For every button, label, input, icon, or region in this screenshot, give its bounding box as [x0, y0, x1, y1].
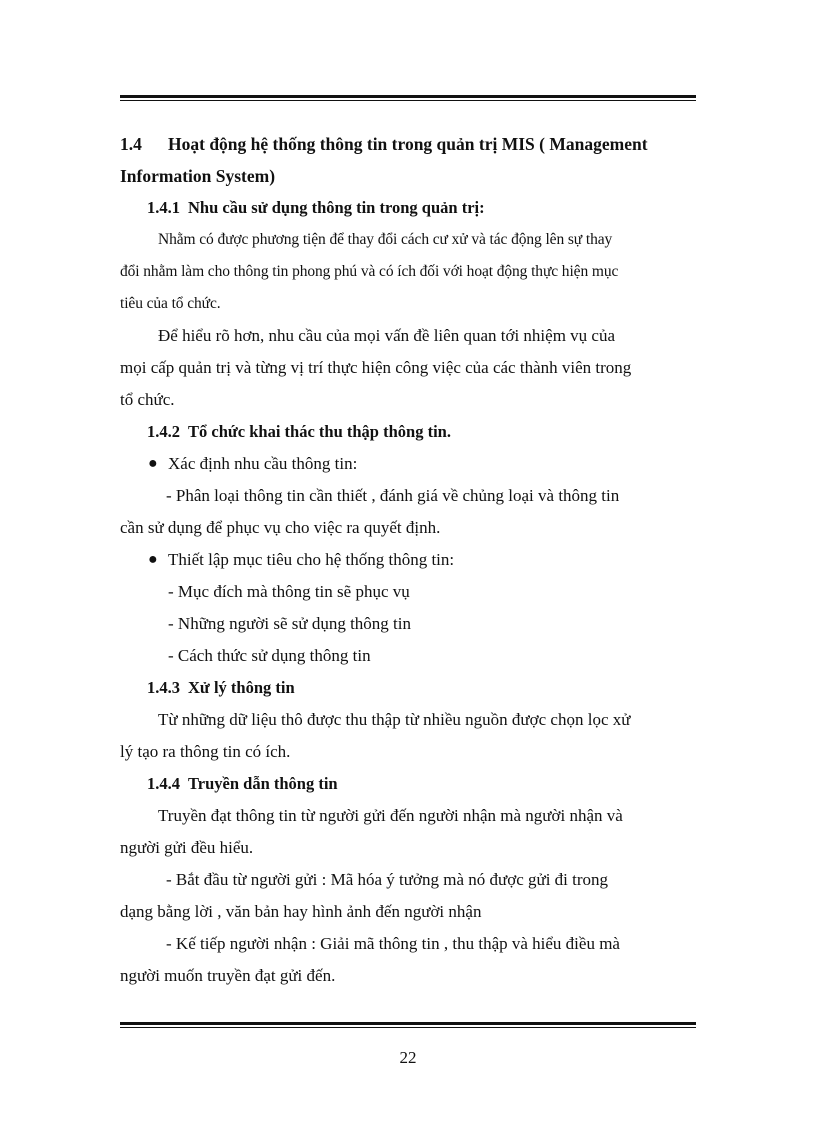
footer-rule [120, 1022, 696, 1028]
subsection-title: Truyền dẫn thông tin [188, 774, 338, 793]
subsection-title: Xử lý thông tin [188, 678, 295, 697]
dash-item: - Phân loại thông tin cần thiết , đánh giá về chủng loại và thông tin [166, 486, 620, 505]
subsection-heading-142 [120, 416, 696, 448]
paragraph-line: Từ những dữ liệu thô được thu thập từ nhiều nguồn được chọn lọc xử [158, 710, 631, 729]
page-number: 22 [399, 1048, 417, 1067]
section-title-line1: Hoạt động hệ thống thông tin trong quản trị MIS ( Management [168, 134, 648, 154]
paragraph-line: người muốn truyền đạt gửi đến. [120, 966, 336, 985]
paragraph-line: Nhằm có được phương tiện để thay đổi cách cư xử và tác động lên sự thay [158, 231, 613, 248]
dash-item: - Mục đích mà thông tin sẽ phục vụ [168, 582, 410, 601]
bullet-item [120, 544, 696, 576]
dash-item: - Kế tiếp người nhận : Giải mã thông tin , thu thập và hiểu điều mà [166, 934, 620, 953]
paragraph-line: tổ chức. [120, 390, 175, 409]
header-rule [120, 95, 696, 101]
paragraph-line: Truyền đạt thông tin từ người gửi đến người nhận mà người nhận và [158, 806, 623, 825]
bullet-text: Xác định nhu cầu thông tin: [168, 454, 358, 473]
subsection-heading-144 [120, 768, 696, 800]
bullet-text: Thiết lập mục tiêu cho hệ thống thông tin: [168, 550, 455, 569]
subsection-number: 1.4.2 [147, 422, 180, 441]
subsection-heading-141 [120, 192, 696, 224]
dash-item: - Những người sẽ sử dụng thông tin [168, 614, 411, 633]
bullet-dot-icon: ● [148, 551, 158, 568]
bullet-item [120, 448, 696, 480]
paragraph-line: dạng bằng lời , văn bản hay hình ảnh đến người nhận [120, 902, 482, 921]
page-content [120, 128, 696, 992]
paragraph-line: tiêu của tổ chức. [120, 295, 221, 312]
subsection-number: 1.4.4 [147, 774, 180, 793]
paragraph-line: mọi cấp quản trị và từng vị trí thực hiện công việc của các thành viên trong [120, 358, 632, 377]
paragraph-line: đổi nhằm làm cho thông tin phong phú và có ích đối với hoạt động thực hiện mục [120, 263, 619, 280]
subsection-title: Nhu cầu sử dụng thông tin trong quản trị: [188, 198, 485, 217]
subsection-title: Tổ chức khai thác thu thập thông tin. [188, 422, 451, 441]
paragraph-line: cần sử dụng để phục vụ cho việc ra quyết định. [120, 518, 441, 537]
paragraph-line: lý tạo ra thông tin có ích. [120, 742, 291, 761]
section-title-line2: Information System) [120, 166, 276, 186]
subsection-number: 1.4.3 [147, 678, 180, 697]
section-heading [120, 128, 696, 160]
paragraph-line: Để hiểu rõ hơn, nhu cầu của mọi vấn đề liên quan tới nhiệm vụ của [158, 326, 616, 345]
dash-item: - Bắt đầu từ người gửi : Mã hóa ý tưởng mà nó được gửi đi trong [166, 870, 609, 889]
section-number: 1.4 [120, 134, 142, 154]
paragraph-line: người gửi đều hiểu. [120, 838, 254, 857]
dash-item: - Cách thức sử dụng thông tin [168, 646, 371, 665]
subsection-number: 1.4.1 [147, 198, 180, 217]
bullet-dot-icon: ● [148, 455, 158, 472]
subsection-heading-143 [120, 672, 696, 704]
